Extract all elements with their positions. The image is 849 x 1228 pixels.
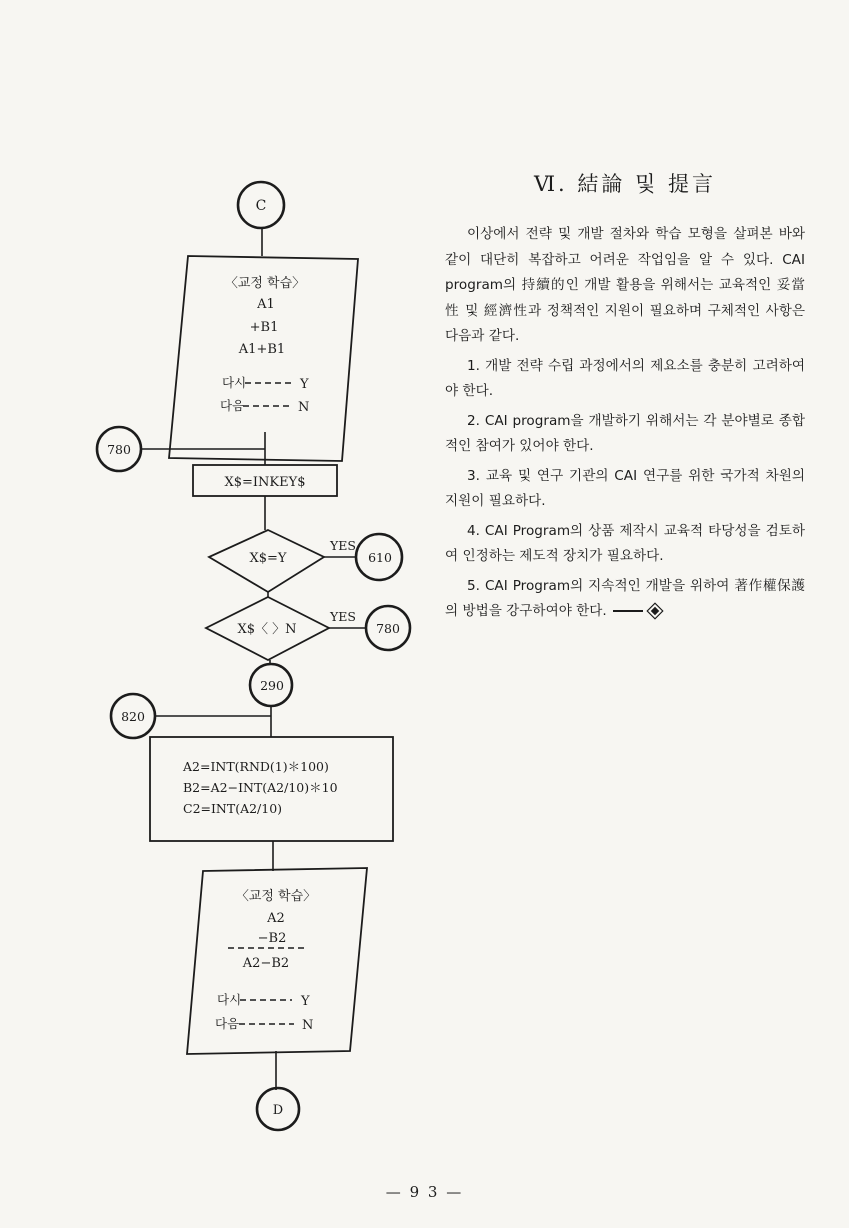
- svg-text:A1+B1: A1+B1: [238, 342, 286, 357]
- svg-text:Y: Y: [300, 377, 309, 392]
- svg-text:〈교정 학습〉: 〈교정 학습〉: [235, 889, 317, 904]
- svg-text:다음: 다음: [215, 1016, 240, 1031]
- decision-x-equals-y: [209, 530, 356, 592]
- svg-text:다음: 다음: [220, 398, 245, 413]
- end-mark-icon: [646, 603, 663, 620]
- list-item-1: 1. 개발 전략 수립 과정에서의 제요소를 충분히 고려하여야 한다.: [445, 357, 805, 399]
- svg-text:X$=INKEY$: X$=INKEY$: [224, 475, 306, 490]
- list-item-2: 2. CAI program을 개발하기 위해서는 각 분야별로 종합적인 참여가 있어야 한다.: [445, 412, 805, 454]
- connector-780-right: [366, 606, 410, 650]
- end-rule: [613, 610, 643, 612]
- inkey-box: [193, 465, 337, 496]
- random-number-process-box: [150, 737, 393, 841]
- section-heading: Ⅵ. 結論 및 提言: [533, 172, 717, 196]
- svg-text:〈교정 학습〉: 〈교정 학습〉: [224, 276, 306, 291]
- svg-text:N: N: [298, 400, 310, 415]
- svg-text:X$〈 〉N: X$〈 〉N: [237, 622, 297, 637]
- connector-780-left: [97, 427, 141, 471]
- svg-text:−B2: −B2: [257, 931, 287, 946]
- svg-text:C2=INT(A2/10): C2=INT(A2/10): [183, 801, 283, 816]
- svg-text:다시: 다시: [217, 992, 242, 1007]
- list-item-3: 3. 교육 및 연구 기관의 CAI 연구를 위한 국가적 차원의 지원이 필요하다.: [445, 467, 805, 509]
- svg-text:X$=Y: X$=Y: [249, 551, 287, 566]
- svg-text:B2=A2−INT(A2/10)＊10: B2=A2−INT(A2/10)＊10: [183, 780, 338, 795]
- intro-paragraph: 이상에서 전략 및 개발 절차와 학습 모형을 살펴본 바와 같이 대단히 복잡하고 어려운 작업임을 알 수 있다. CAI program의 持續的인 개발 활용을 위해서는 교육적인 妥當性 및 經濟性과 정책적인 지원이 필요하며 구체적인 사항은 다음과 같다.: [445, 226, 805, 344]
- svg-text:290: 290: [260, 678, 284, 693]
- page-number: — 9 3 —: [385, 1183, 464, 1201]
- connector-610: [356, 534, 402, 580]
- list-item-5: [445, 574, 805, 625]
- svg-text:820: 820: [121, 709, 145, 724]
- svg-text:780: 780: [376, 621, 400, 636]
- svg-text:D: D: [272, 1103, 284, 1118]
- svg-text:다시: 다시: [222, 375, 247, 390]
- list-item-5-text: 5. CAI Program의 지속적인 개발을 위하여 著作權保護의 방법을 강구하여야 한다.: [445, 577, 805, 619]
- svg-text:A2: A2: [267, 911, 285, 926]
- svg-text:YES: YES: [330, 609, 356, 624]
- svg-text:YES: YES: [330, 538, 356, 553]
- svg-text:610: 610: [368, 550, 392, 565]
- connector-d: [257, 1088, 299, 1130]
- connector-290: [250, 664, 292, 706]
- svg-text:A2=INT(RND(1)＊100): A2=INT(RND(1)＊100): [183, 759, 329, 774]
- connector-c: [238, 182, 284, 228]
- connector-820: [111, 694, 155, 738]
- svg-text:A1: A1: [257, 297, 275, 312]
- list-item-4: 4. CAI Program의 상품 제작시 교육적 타당성을 검토하여 인정하는 제도적 장치가 필요하다.: [445, 522, 805, 564]
- corrective-learning-box-1: [169, 256, 358, 461]
- svg-text:C: C: [255, 198, 267, 214]
- svg-text:+B1: +B1: [249, 320, 279, 335]
- svg-text:780: 780: [107, 442, 131, 457]
- svg-text:A2−B2: A2−B2: [242, 956, 290, 971]
- corrective-learning-box-2: [187, 868, 367, 1054]
- svg-text:N: N: [302, 1018, 314, 1033]
- conclusions-section: [445, 168, 805, 625]
- svg-text:Y: Y: [301, 994, 310, 1009]
